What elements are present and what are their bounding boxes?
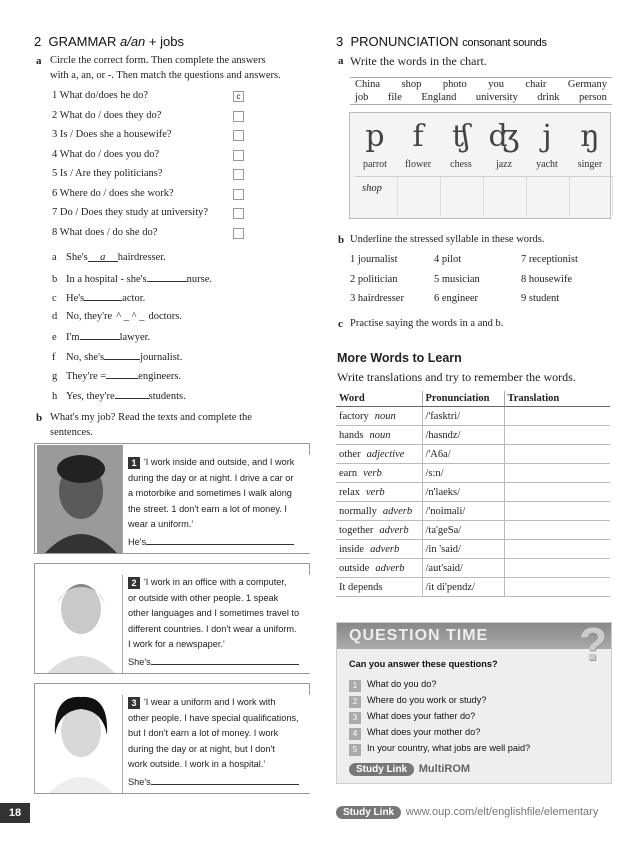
word-box — [350, 77, 612, 105]
reading-text-line: or outside with other people. 1 speak — [128, 592, 279, 603]
instruction-b: Underline the stressed syllable in these words. — [350, 234, 545, 245]
question-text: What does your mother do? — [367, 727, 481, 737]
answer-box[interactable] — [233, 150, 244, 161]
question-item: 3 Is / Does she a housewife? — [52, 129, 172, 140]
answer-prefix: Yes, they're — [66, 390, 115, 402]
chart-cell[interactable] — [570, 176, 613, 216]
studylink-multirom — [349, 763, 470, 776]
phonetic-symbol: ŋ — [580, 119, 600, 154]
reading-text-line: but I don't earn a lot of money. I work — [128, 728, 279, 738]
footer-url[interactable]: www.oup.com/elt/englishfile/elementary — [405, 806, 599, 818]
vocab-word: factory — [339, 410, 369, 422]
question-text: In your country, what jobs are well paid? — [367, 743, 531, 753]
vocab-part-of-speech: verb — [363, 467, 382, 479]
syllable-word[interactable]: 2 politician — [350, 273, 398, 285]
reading-text-line: work outside. I work in a hospital.' — [128, 759, 266, 769]
question-text: Where do you work or study? — [367, 695, 487, 705]
vocab-pronunciation: /aut'said/ — [422, 559, 504, 578]
vocab-translation-cell[interactable] — [504, 540, 610, 559]
vocab-row — [336, 578, 610, 597]
answer-prefix: No, they're — [66, 310, 113, 322]
answer-suffix: lawyer. — [119, 332, 151, 343]
answer-item — [52, 252, 166, 263]
answer-letter: c — [52, 293, 57, 304]
reading-text-line — [128, 575, 310, 591]
word-row — [350, 91, 612, 104]
vocab-row — [336, 521, 610, 540]
syllable-word[interactable]: 9 student — [521, 293, 560, 304]
question-time-item — [349, 727, 480, 740]
answer-item — [52, 369, 181, 382]
answer-item — [52, 311, 182, 322]
reading-text-line — [128, 695, 310, 711]
vocab-row — [336, 540, 610, 559]
answer-blank[interactable] — [146, 535, 294, 545]
vocab-word: hands — [339, 429, 364, 441]
vocab-row — [336, 426, 610, 445]
exercise-label-b: b — [338, 234, 345, 246]
question-text: What does your father do? — [367, 711, 476, 721]
phonetic-symbol: ʧ — [452, 119, 470, 154]
vocab-word-cell — [336, 407, 422, 426]
pronunciation-heading — [336, 34, 547, 49]
vocab-part-of-speech: adverb — [375, 562, 405, 574]
answer-blank[interactable] — [147, 272, 187, 282]
chart-word: university — [475, 92, 518, 103]
answer-letter: h — [52, 390, 58, 402]
answer-letter: b — [52, 273, 58, 285]
footer-studylink-badge: Study Link — [336, 806, 401, 819]
word-row — [350, 78, 612, 91]
question-number: 4 — [349, 728, 361, 740]
syllable-word[interactable]: 5 musician — [434, 273, 480, 285]
answer-item — [52, 330, 150, 343]
symbol-example-word: yacht — [536, 159, 558, 170]
question-mark-icon: ? — [578, 618, 607, 670]
answer-letter: d — [52, 310, 58, 322]
vocab-word: It depends — [339, 581, 383, 593]
answer-box[interactable] — [233, 208, 244, 219]
instruction-line-1: Circle the correct form. Then complete the answers — [50, 55, 266, 66]
nurse-portrait-image — [37, 685, 123, 793]
instruction-line-2: with a, an, or -. Then match the questions and answers. — [50, 70, 281, 81]
vocab-part-of-speech: adverb — [382, 505, 413, 517]
vocab-word: inside — [339, 543, 365, 555]
vocab-table — [336, 391, 610, 597]
answer-prefix: She's — [66, 252, 88, 263]
question-number: 5 — [349, 744, 361, 756]
answer-suffix: actor. — [122, 293, 146, 304]
question-time-item — [349, 695, 487, 708]
footer-link[interactable] — [336, 806, 598, 819]
vocab-part-of-speech: adverb — [370, 543, 400, 555]
vocab-part-of-speech: noun — [369, 429, 391, 441]
vocab-pronunciation: /it di'pendz/ — [422, 578, 504, 597]
vocab-word: relax — [339, 486, 360, 498]
answer-letter: g — [52, 371, 58, 382]
answer-blank[interactable] — [84, 291, 122, 301]
reading-text-box — [122, 575, 310, 673]
answer-item — [52, 389, 186, 402]
instruction-a: Write the words in the chart. — [350, 54, 487, 68]
section-number: 3 — [336, 34, 344, 49]
woman-portrait-image — [37, 565, 123, 673]
answer-item — [52, 272, 212, 285]
page-number: 18 — [0, 803, 30, 823]
section-title: GRAMMAR — [48, 34, 117, 49]
vocab-translation-cell[interactable] — [504, 407, 610, 426]
answer-prefix: She's — [128, 656, 151, 667]
reading-text-line: wear a uniform.' — [128, 519, 194, 529]
reading-text-line: a motorbike and sometimes I walk along — [128, 488, 292, 498]
man-portrait-image — [37, 445, 123, 553]
chart-word: photo — [442, 79, 467, 90]
syllable-word[interactable]: 3 hairdresser — [350, 293, 404, 304]
answer-blank[interactable] — [106, 369, 138, 379]
question-number: 2 — [349, 696, 361, 708]
vocab-translation-cell[interactable] — [504, 521, 610, 540]
question-item: 7 Do / Does they study at university? — [52, 207, 209, 218]
instruction-b-line-2: sentences. — [50, 427, 93, 438]
answer-letter: e — [52, 332, 57, 343]
reading-answer-line — [128, 775, 310, 791]
vocab-word-cell — [336, 464, 422, 483]
question-time-prompt: Can you answer these questions? — [349, 659, 498, 669]
vocab-pronunciation: /'A6a/ — [422, 445, 504, 464]
vocab-word: normally — [339, 505, 377, 517]
header-pronunciation: Pronunciation — [422, 391, 504, 407]
symbol-example-word: flower — [404, 159, 432, 170]
answer-prefix: In a hospital - she's — [66, 273, 147, 285]
answer-blank[interactable] — [104, 350, 140, 360]
phonetic-symbol: p — [365, 119, 385, 154]
reading-text: 'I work in an office with a computer, — [144, 577, 287, 587]
reading-text-line: I work for a newspaper.' — [128, 639, 225, 649]
vocab-word: earn — [339, 467, 358, 479]
answer-blank[interactable] — [151, 775, 299, 785]
text-number: 3 — [128, 697, 140, 709]
section-title: PRONUNCIATION — [350, 34, 459, 49]
chart-word: person — [578, 92, 607, 103]
question-item: 5 Is / Are they politicians? — [52, 168, 163, 179]
chart-word: job — [355, 92, 369, 103]
vocab-word-cell — [336, 540, 422, 559]
vocab-pronunciation: /ta'geSa/ — [422, 521, 504, 540]
chart-cell[interactable] — [484, 176, 527, 216]
answer-prefix: No, she's — [66, 351, 105, 363]
vocab-word-cell — [336, 483, 422, 502]
vocab-pronunciation: /in 'said/ — [422, 540, 504, 559]
answer-box[interactable] — [233, 111, 244, 122]
answer-suffix: nurse. — [186, 273, 213, 285]
answer-box[interactable] — [233, 228, 244, 239]
vocab-translation-cell[interactable] — [504, 483, 610, 502]
phonetic-symbol: ʤ — [488, 119, 520, 154]
section-title-italic: a/an — [119, 34, 146, 49]
section-title-rest: + jobs — [148, 34, 184, 49]
question-time-title: QUESTION TIME — [349, 627, 489, 644]
answer-mark: ^ _ ^ _ — [116, 310, 145, 322]
vocab-row — [336, 464, 610, 483]
question-text: What do you do? — [367, 679, 437, 689]
reading-text-line: other people. I have special qualifications, — [128, 712, 299, 723]
vocab-word-cell — [336, 502, 422, 521]
chart-cell[interactable] — [355, 176, 398, 216]
question-item: 4 What do / does you do? — [52, 148, 160, 160]
answer-box[interactable]: c — [233, 91, 244, 102]
answer-blank[interactable] — [151, 655, 299, 665]
answer-suffix: hairdresser. — [117, 252, 166, 263]
text-number: 2 — [128, 577, 140, 589]
chart-word: drink — [537, 92, 560, 103]
reading-text-line: the street. 1 don't earn a lot of money. I — [128, 503, 287, 514]
question-time-item — [349, 679, 436, 692]
vocab-word: together — [339, 524, 374, 536]
syllable-word[interactable]: 8 housewife — [521, 273, 573, 285]
reading-text-box — [122, 455, 310, 553]
syllable-word[interactable]: 1 journalist — [350, 254, 398, 265]
reading-answer-line — [128, 655, 310, 671]
answer-letter: a — [52, 252, 57, 263]
reading-text: 'I wear a uniform and I work with — [144, 697, 276, 707]
grammar-heading — [34, 34, 184, 49]
chart-word: chair — [525, 79, 547, 90]
chart-cell[interactable] — [527, 176, 570, 216]
chart-cell[interactable] — [441, 176, 484, 216]
chart-word: China — [355, 79, 381, 90]
reading-text-line: during the day or at night, but I don't — [128, 743, 275, 754]
vocab-part-of-speech: noun — [374, 410, 396, 422]
vocab-pronunciation: /'noimali/ — [422, 502, 504, 521]
answer-item — [52, 350, 182, 363]
phonetic-symbol: f — [412, 119, 424, 154]
answer-prefix: He's — [66, 293, 85, 304]
vocab-translation-cell[interactable] — [504, 445, 610, 464]
reading-text-line: different countries. I don't wear a uniform. — [128, 623, 297, 634]
multirom-label: MultiROM — [418, 763, 471, 775]
question-number: 1 — [349, 680, 361, 692]
vocab-translation-cell[interactable] — [504, 502, 610, 521]
vocab-part-of-speech: verb — [366, 486, 385, 498]
symbol-example-word: parrot — [363, 159, 387, 170]
symbol-example-word: chess — [450, 159, 472, 170]
exercise-label-c: c — [338, 318, 343, 330]
vocab-row — [336, 559, 610, 578]
exercise-label-a: a — [36, 55, 42, 67]
instruction-c: Practise saying the words in a and b. — [350, 318, 504, 329]
answer-prefix: I'm — [66, 332, 80, 343]
answer-box[interactable] — [233, 130, 244, 141]
vocab-word: outside — [339, 562, 370, 574]
example-word: shop — [362, 183, 382, 194]
chart-word: you — [488, 79, 504, 90]
vocab-pronunciation: /s:n/ — [422, 464, 504, 483]
instruction-b-line-1: What's my job? Read the texts and complete the — [50, 412, 252, 423]
vocab-translation-cell[interactable] — [504, 464, 610, 483]
vocab-word-cell — [336, 445, 422, 464]
chart-word: Germany — [567, 79, 607, 90]
sound-chart — [349, 112, 611, 219]
question-item: 2 What do / does they do? — [52, 109, 162, 121]
vocab-row — [336, 502, 610, 521]
answer-suffix: engineers. — [138, 371, 182, 382]
vocab-row — [336, 407, 610, 426]
answer-prefix: She's — [128, 776, 151, 787]
vocab-part-of-speech: adverb — [379, 524, 409, 536]
vocab-header-row — [336, 391, 610, 407]
text-number: 1 — [128, 457, 140, 469]
vocab-word-cell — [336, 426, 422, 445]
vocab-translation-cell[interactable] — [504, 426, 610, 445]
answer-blank[interactable]: a — [88, 252, 118, 262]
vocab-pronunciation: /n'laeks/ — [422, 483, 504, 502]
question-number: 3 — [349, 712, 361, 724]
vocab-word: other — [339, 448, 361, 460]
answer-blank[interactable] — [80, 330, 120, 340]
syllable-word[interactable]: 4 pilot — [434, 254, 462, 265]
vocab-row — [336, 445, 610, 464]
vocab-part-of-speech: adjective — [366, 448, 405, 460]
chart-word: shop — [401, 79, 422, 90]
answer-blank[interactable] — [115, 389, 149, 399]
syllable-word[interactable]: 7 receptionist — [521, 254, 578, 265]
vocab-word-cell — [336, 578, 422, 597]
vocab-pronunciation: /hasndz/ — [422, 426, 504, 445]
answer-suffix: students. — [148, 390, 186, 402]
answer-letter: f — [52, 351, 56, 363]
header-translation: Translation — [504, 391, 610, 407]
question-item: 1 What do/does he do? — [52, 90, 149, 101]
vocab-word-cell — [336, 521, 422, 540]
answer-box[interactable] — [233, 169, 244, 180]
question-item: 8 What does / do she do? — [52, 226, 158, 238]
more-words-title: More Words to Learn — [337, 351, 462, 365]
chart-word: England — [421, 92, 457, 103]
answer-prefix: He's — [128, 536, 147, 547]
answer-suffix: journalist. — [140, 351, 183, 363]
answer-box[interactable] — [233, 189, 244, 200]
reading-text-box — [122, 695, 310, 793]
question-item: 6 Where do / does she work? — [52, 187, 174, 199]
answer-item — [52, 291, 145, 304]
vocab-translation-cell[interactable] — [504, 559, 610, 578]
chart-word: file — [387, 92, 402, 103]
section-number: 2 — [34, 34, 42, 49]
exercise-label-a: a — [338, 55, 344, 67]
studylink-badge: Study Link — [349, 763, 414, 776]
question-time-item — [349, 743, 530, 756]
header-word: Word — [336, 391, 422, 407]
more-words-instruction: Write translations and try to remember the words. — [337, 370, 576, 384]
section-subtitle: consonant sounds — [462, 37, 547, 49]
exercise-label-b: b — [36, 412, 43, 424]
symbol-example-word: singer — [577, 159, 603, 170]
chart-cell[interactable] — [398, 176, 441, 216]
vocab-pronunciation: /'fasktri/ — [422, 407, 504, 426]
reading-answer-line — [128, 535, 310, 551]
reading-text-line: during the day or at night. I drive a car or — [128, 472, 294, 483]
reading-text-line — [128, 455, 310, 471]
syllable-word[interactable]: 6 engineer — [434, 293, 479, 304]
answer-suffix: doctors. — [148, 310, 182, 322]
reading-text-line: other languages and I sometimes travel to — [128, 608, 300, 618]
answer-prefix: They're = — [66, 371, 107, 382]
question-time-box — [336, 618, 612, 784]
reading-text: 'I work inside and outside, and I work — [144, 457, 295, 467]
symbol-example-word: jazz — [495, 159, 513, 170]
vocab-translation-cell[interactable] — [504, 578, 610, 597]
vocab-row — [336, 483, 610, 502]
phonetic-symbol: j — [542, 119, 552, 154]
question-time-item — [349, 711, 475, 724]
vocab-word-cell — [336, 559, 422, 578]
